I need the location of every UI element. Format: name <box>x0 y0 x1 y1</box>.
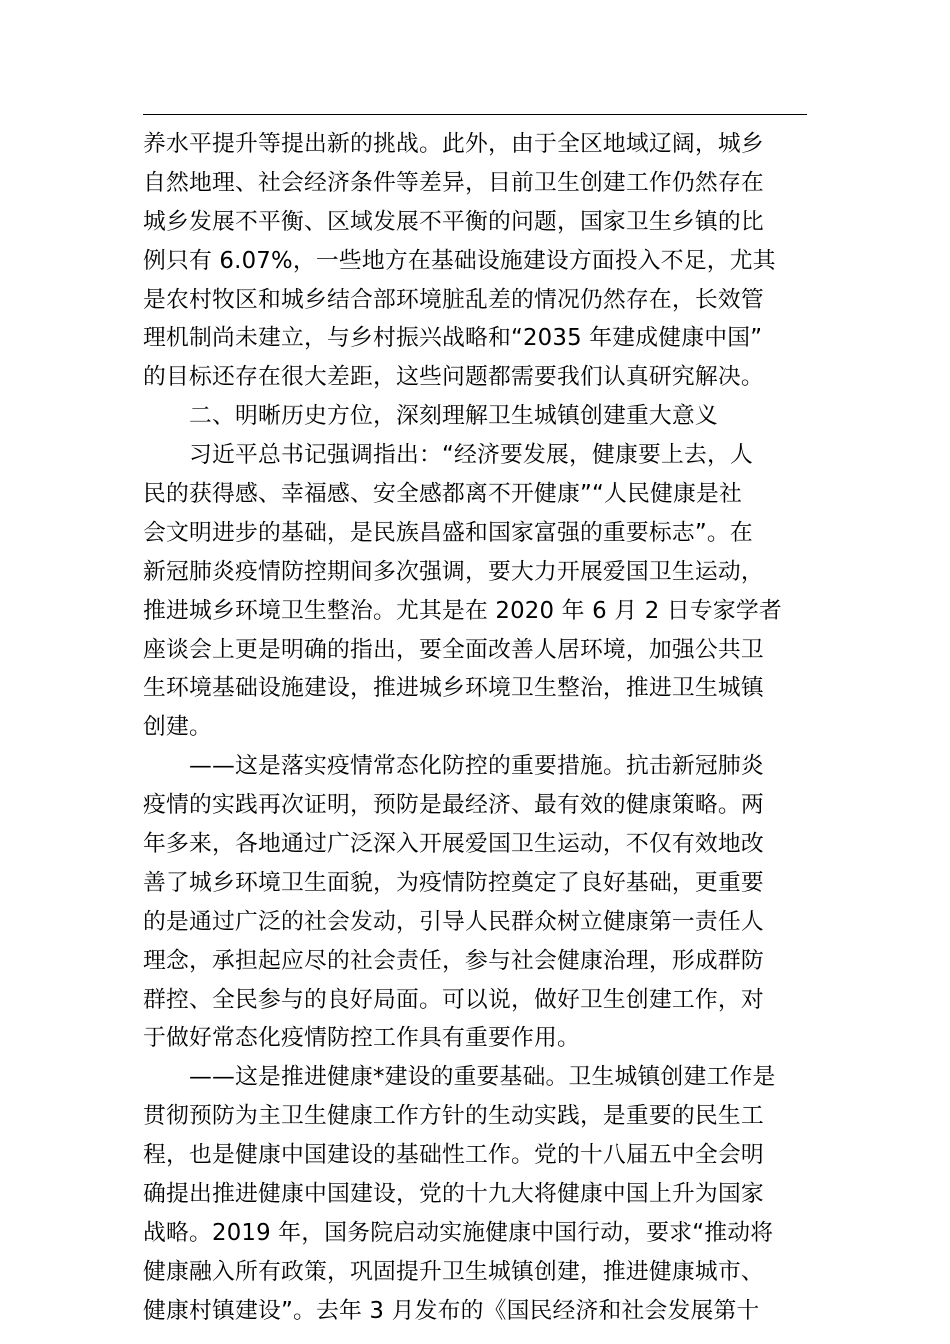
text-line: 程，也是健康中国建设的基础性工作。党的十八届五中全会明 <box>143 1142 764 1169</box>
text-line: 的目标还存在很大差距，这些问题都需要我们认真研究解决。 <box>143 364 764 391</box>
text-line: 会文明进步的基础，是民族昌盛和国家富强的重要标志”。在 <box>143 519 753 546</box>
text-line: 的是通过广泛的社会发动，引导人民群众树立健康第一责任人 <box>143 908 764 935</box>
text-line: ——这是推进健康*建设的重要基础。卫生城镇创建工作是 <box>189 1064 776 1091</box>
text-line: 理机制尚未建立，与乡村振兴战略和“2035 年建成健康中国” <box>143 325 763 352</box>
body-text <box>143 125 807 1331</box>
text-line: 疫情的实践再次证明，预防是最经济、最有效的健康策略。两 <box>143 792 764 819</box>
section-heading: 二、明晰历史方位，深刻理解卫生城镇创建重大意义 <box>189 403 718 430</box>
text-line: 生环境基础设施建设，推进城乡环境卫生整治，推进卫生城镇 <box>143 675 764 702</box>
text-line: 健康村镇建设”。去年 3 月发布的《国民经济和社会发展第十 <box>143 1297 760 1324</box>
text-line: 推进城乡环境卫生整治。尤其是在 2020 年 6 月 2 日专家学者 <box>143 597 782 624</box>
text-line: 健康融入所有政策，巩固提升卫生城镇创建，推进健康城市、 <box>143 1258 764 1285</box>
text-line: 习近平总书记强调指出：“经济要发展，健康要上去，人 <box>189 442 753 469</box>
text-line: 群控、全民参与的良好局面。可以说，做好卫生创建工作，对 <box>143 986 764 1013</box>
text-line: 自然地理、社会经济条件等差异，目前卫生创建工作仍然存在 <box>143 169 764 196</box>
text-line: 确提出推进健康中国建设，党的十九大将健康中国上升为国家 <box>143 1181 764 1208</box>
text-line: 理念，承担起应尽的社会责任，参与社会健康治理，形成群防 <box>143 947 764 974</box>
text-line: 于做好常态化疫情防控工作具有重要作用。 <box>143 1025 580 1052</box>
text-line: 座谈会上更是明确的指出，要全面改善人居环境，加强公共卫 <box>143 636 764 663</box>
text-line: 养水平提升等提出新的挑战。此外，由于全区地域辽阔，城乡 <box>143 131 764 157</box>
text-line: 创建。 <box>143 714 212 741</box>
text-line: 战略。2019 年，国务院启动实施健康中国行动，要求“推动将 <box>143 1219 774 1246</box>
text-line: 新冠肺炎疫情防控期间多次强调，要大力开展爱国卫生运动， <box>143 558 764 585</box>
header-rule <box>143 114 807 115</box>
text-line: 例只有 6.07%，一些地方在基础设施建设方面投入不足，尤其 <box>143 247 776 274</box>
text-line: 贯彻预防为主卫生健康工作方针的生动实践，是重要的民生工 <box>143 1103 764 1130</box>
text-line: 民的获得感、幸福感、安全感都离不开健康”“人民健康是社 <box>143 481 742 508</box>
text-line: 城乡发展不平衡、区域发展不平衡的问题，国家卫生乡镇的比 <box>143 208 764 235</box>
text-line: 年多来，各地通过广泛深入开展爱国卫生运动，不仅有效地改 <box>143 831 764 858</box>
text-line: 是农村牧区和城乡结合部环境脏乱差的情况仍然存在，长效管 <box>143 286 764 313</box>
text-line: ——这是落实疫情常态化防控的重要措施。抗击新冠肺炎 <box>189 753 764 780</box>
text-line: 善了城乡环境卫生面貌，为疫情防控奠定了良好基础，更重要 <box>143 869 764 896</box>
